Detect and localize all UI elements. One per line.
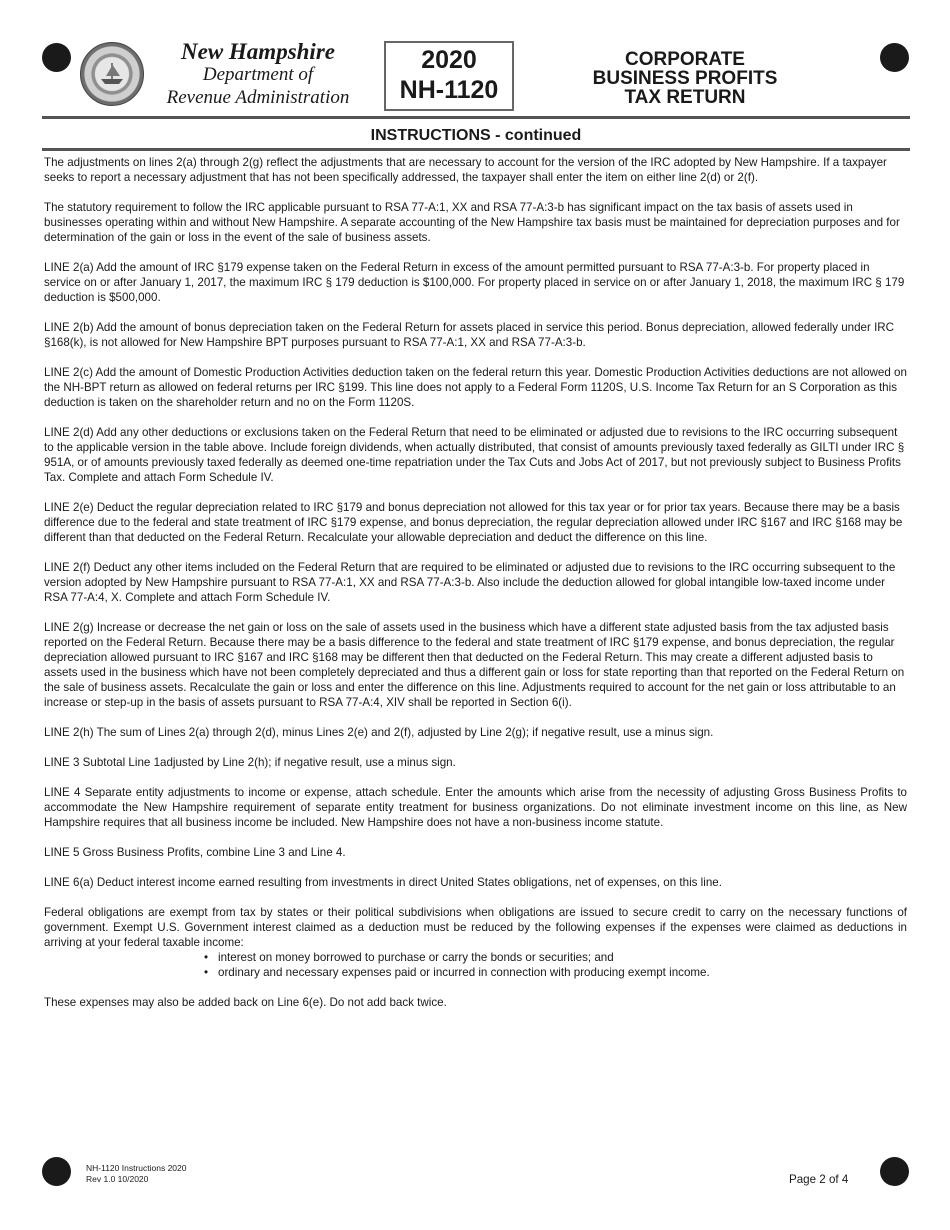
page-number: Page 2 of 4	[789, 1173, 849, 1186]
footer-form-label: NH-1120 Instructions 2020	[86, 1163, 187, 1173]
registration-mark-top-right	[880, 43, 909, 72]
return-title-line: CORPORATE	[625, 49, 745, 70]
instruction-paragraph: LINE 2(d) Add any other deductions or exclusions taken on the Federal Return that need to be eliminated or adjusted due to revisions to the IRC occurring subsequent to the applicable version in the table above. Include foreign dividends, when actually distributed, that consist of amounts previously taxed federally as GILTI under IRC § 951A, or of amounts previously taxed federally as deemed one-time repatriation under the Tax Cuts and Jobs Act of 2017, but not previously subject to Business Profits Tax. Complete and attach Form Schedule IV.	[44, 426, 905, 484]
return-title	[585, 50, 785, 107]
instruction-paragraph: LINE 2(c) Add the amount of Domestic Production Activities deduction taken on the federal return this year. Domestic Production Activities deductions are not allowed on the NH-BPT return as allowed on federal returns per IRC §199. This line does not apply to a Federal Form 1120S, U.S. Income Tax Return for an S Corporation as this deduction is taken on the shareholder return and no on the Form 1120S.	[44, 366, 907, 409]
form-year: 2020	[421, 46, 477, 74]
agency-name	[146, 40, 370, 109]
form-number: NH-1120	[399, 76, 499, 104]
form-id-box	[384, 41, 514, 111]
bullet-item: • ordinary and necessary expenses paid or incurred in connection with producing exempt income.	[218, 965, 907, 980]
registration-mark-top-left	[42, 43, 71, 72]
bullet-item: • interest on money borrowed to purchase or carry the bonds or securities; and	[218, 950, 907, 965]
closing-paragraph: These expenses may also be added back on Line 6(e). Do not add back twice.	[44, 996, 447, 1009]
instruction-paragraph: LINE 2(b) Add the amount of bonus depreciation taken on the Federal Return for assets placed in service this period. Bonus depreciation, allowed federally under IRC §168(k), is not allowed for New Hampshire BPT purposes pursuant to RSA 77-A:1, XX and RSA 77-A:3-b.	[44, 321, 895, 349]
instruction-paragraph: The adjustments on lines 2(a) through 2(g) reflect the adjustments that are necessary to account for the version of the IRC adopted by New Hampshire. If a taxpayer seeks to report a necessary adjustment that has not been specifically addressed, the taxpayer shall enter the item on either line 2(d) or 2(f).	[44, 156, 887, 184]
instruction-paragraph: LINE 2(h) The sum of Lines 2(a) through 2(d), minus Lines 2(e) and 2(f), adjusted by Line 2(g); if negative result, use a minus sign.	[44, 726, 714, 739]
section-title: INSTRUCTIONS - continued	[370, 127, 582, 144]
registration-mark-bottom-left	[42, 1157, 71, 1186]
instruction-paragraph: LINE 2(f) Deduct any other items included on the Federal Return that are required to be eliminated or adjusted due to revisions to the IRC occurring subsequent to the version adopted by New Hampshire pursuant to RSA 77-A:1, XX and RSA 77-A:3-b. Also include the deduction allowed for global intangible low-taxed income under RSA 77-A:4, X. Complete and attach Form Schedule IV.	[44, 561, 896, 604]
footer-form-info	[86, 1163, 186, 1185]
return-title-line: BUSINESS PROFITS	[592, 68, 778, 89]
agency-dept-line: Revenue Administration	[166, 87, 350, 108]
section-divider	[42, 148, 910, 151]
instruction-paragraph: LINE 2(g) Increase or decrease the net gain or loss on the sale of assets used in the business which have a different state adjusted basis from the tax adjusted basis reported on the Federal Return. Because there may be a basis difference to the federal and state treatment of IRC §179 expense, and bonus depreciation, the regular depreciation allowed pursuant to IRC §167 and IRC §168 may be different then that deducted on the Federal Return. This may create a different adjusted basis to assets used in the business which have not been completely depreciated and thus a different gain or loss for state reporting than that reported on the Federal Return on the sale of business assets. Recalculate the gain or loss and enter the difference on this line. Adjustments required to account for the net gain or loss attributable to an increase or step-up in the basis of assets pursuant to RSA 77-A:4, XIV shall be reported in Section 6(i).	[44, 621, 905, 709]
registration-mark-bottom-right	[880, 1157, 909, 1186]
instructions-body	[44, 155, 907, 1025]
expense-bullet-list	[44, 950, 907, 980]
instruction-paragraph: LINE 2(e) Deduct the regular depreciation related to IRC §179 and bonus depreciation not allowed for this tax year or for prior tax years. Because there may be a basis difference due to the federal and state treatment of IRC §179 expense, and bonus depreciation, the regular depreciation allowed under IRC §167 and IRC §168 may be different than that deducted on the Federal Return. Recalculate your allowable depreciation and deduct the difference on this line.	[44, 501, 903, 544]
footer-revision: Rev 1.0 10/2020	[86, 1174, 149, 1184]
agency-dept-line: Department of	[202, 64, 314, 85]
instruction-paragraph: LINE 6(a) Deduct interest income earned resulting from investments in direct United States obligations, net of expenses, on this line.	[44, 876, 722, 889]
agency-state: New Hampshire	[181, 39, 335, 64]
instruction-paragraph: LINE 5 Gross Business Profits, combine Line 3 and Line 4.	[44, 846, 346, 859]
state-seal-icon	[80, 42, 144, 106]
header-divider	[42, 116, 910, 119]
instruction-paragraph: The statutory requirement to follow the IRC applicable pursuant to RSA 77-A:1, XX and RSA 77-A:3-b has significant impact on the tax basis of assets used in businesses operating within and without New Hampshire. A separate accounting of the New Hampshire tax basis must be maintained for depreciation purposes and for determination of the gain or loss in the event of the sale of business assets.	[44, 201, 900, 244]
instruction-paragraph: LINE 4 Separate entity adjustments to income or expense, attach schedule. Enter the amounts which arise from the necessity of adjusting Gross Business Profits to accommodate the New Hampshire requirement of separate entity treatment for business organizations. Do not eliminate investment income on this line, as New Hampshire requires that all business income be included. New Hampshire does not have a non-business income statute.	[44, 786, 907, 829]
instruction-paragraph: Federal obligations are exempt from tax by states or their political subdivisions when obligations are issued to secure credit to carry on the necessary functions of government. Exempt U.S. Government interest claimed as a deduction must be reduced by the following expenses if the expenses were claimed as deductions in arriving at your federal taxable income:	[44, 906, 907, 949]
return-title-line: TAX RETURN	[624, 87, 746, 108]
ship-icon	[81, 43, 143, 105]
instruction-paragraph: LINE 2(a) Add the amount of IRC §179 expense taken on the Federal Return in excess of the amount permitted pursuant to RSA 77-A:3-b. For property placed in service on or after January 1, 2017, the maximum IRC § 179 deduction is $100,000. For property placed in service on or after January 1, 2018, the maximum IRC § 179 deduction is $500,000.	[44, 261, 905, 304]
instruction-paragraph: LINE 3 Subtotal Line 1adjusted by Line 2(h); if negative result, use a minus sign.	[44, 756, 456, 769]
